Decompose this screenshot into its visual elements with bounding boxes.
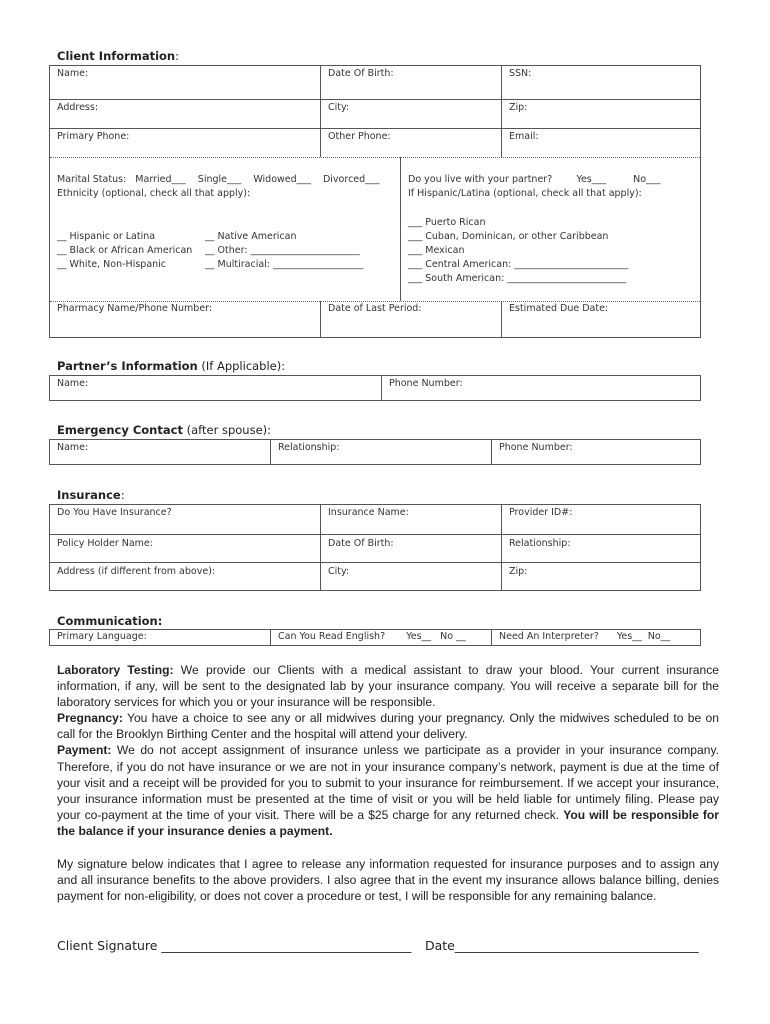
policy-holder-field[interactable]: Policy Holder Name: [57,538,153,549]
partner-info-table [49,375,701,401]
date-line[interactable]: Date_______________________________________ [425,938,699,953]
client-name-field[interactable]: Name: [57,68,89,79]
client-info-table [49,65,701,338]
emergency-contact-title: Emergency Contact (after spouse): [57,423,271,437]
insurance-table [49,504,701,591]
hispanic-option[interactable]: ___ South American: _________________________ [408,273,627,284]
agreement-paragraph: My signature below indicates that I agree to release any information requested for insurance purposes and to assign any and all insurance benefits to the above providers. I also agree that in the event my insurance allows balance billing, denies payment for non-eligibility, or does not cover a procedure or test, I will be responsible for any remaining balance. [57,857,719,904]
partner-phone-field[interactable]: Phone Number: [389,378,463,389]
partner-info-title: Partner’s Information (If Applicable): [57,359,286,373]
insurance-city-field[interactable]: City: [328,566,350,577]
last-period-field[interactable]: Date of Last Period: [328,303,422,314]
client-primary-phone-field[interactable]: Primary Phone: [57,131,130,142]
pregnancy-paragraph: Pregnancy: You have a choice to see any or all midwives during your pregnancy. Only the midwives scheduled to be on call for the Brooklyn Birthing Center and the hospital will attend your delivery. [57,711,719,742]
hispanic-option[interactable]: ___ Central American: ________________________ [408,259,629,270]
ethnicity-option[interactable]: __ Black or African American [57,245,193,256]
laboratory-paragraph: Laboratory Testing: We provide our Clients with a medical assistant to draw your blood. Your current insurance information, if any, will be sent to the designated lab by your insurance company. You will receive a separate bill for the laboratory services for which you or your insurance will be responsible. [57,663,719,710]
ethnicity-option[interactable]: __ Hispanic or Latina [57,231,156,242]
emergency-name-field[interactable]: Name: [57,442,89,453]
ethnicity-label: Ethnicity (optional, check all that apply): [57,188,251,199]
due-date-field[interactable]: Estimated Due Date: [509,303,609,314]
ethnicity-option[interactable]: __ Native American [205,231,297,242]
client-ssn-field[interactable]: SSN: [509,68,532,79]
emergency-relationship-field[interactable]: Relationship: [278,442,340,453]
insurance-title: Insurance: [57,488,125,502]
hispanic-option[interactable]: ___ Mexican [408,245,465,256]
interpreter-field[interactable]: Need An Interpreter? Yes__ No__ [499,631,671,642]
ethnicity-option[interactable]: __ Multiracial: ___________________ [205,259,364,270]
live-with-partner-field[interactable]: Do you live with your partner? Yes___ No___ [408,174,661,185]
provider-id-field[interactable]: Provider ID#: [509,507,573,518]
client-email-field[interactable]: Email: [509,131,539,142]
hispanic-label: If Hispanic/Latina (optional, check all that apply): [408,188,642,199]
ethnicity-option[interactable]: __ Other: _______________________ [205,245,360,256]
emergency-phone-field[interactable]: Phone Number: [499,442,573,453]
client-address-field[interactable]: Address: [57,102,99,113]
policy-text [57,662,719,839]
hispanic-option[interactable]: ___ Cuban, Dominican, or other Caribbean [408,231,609,242]
pharmacy-field[interactable]: Pharmacy Name/Phone Number: [57,303,213,314]
payment-paragraph: Payment: We do not accept assignment of insurance unless we participate as a provider in your insurance company. Therefore, if you do not have insurance or we are not in your insurance company’s network, payment is due at the time of your visit and a receipt will be provided for you to submit to your insurance for reimbursement. If we accept your insurance, your insurance information must be presented at the time of visit or you will be held liable for untimely filing. Please pay your co-payment at the time of your visit. There will be a $25 charge for any returned check. You will be responsible for the balance if your insurance denies a payment. [57,743,719,838]
marital-status-field[interactable]: Marital Status: Married___ Single___ Widowed___ Divorced___ [57,174,380,185]
communication-table [49,629,701,646]
client-signature-line[interactable]: Client Signature ________________________________________ [57,938,412,953]
holder-relationship-field[interactable]: Relationship: [509,538,571,549]
client-city-field[interactable]: City: [328,102,350,113]
insurance-zip-field[interactable]: Zip: [509,566,528,577]
has-insurance-field[interactable]: Do You Have Insurance? [57,507,172,518]
communication-title: Communication: [57,614,163,628]
client-dob-field[interactable]: Date Of Birth: [328,68,394,79]
insurance-address-field[interactable]: Address (if different from above): [57,566,216,577]
emergency-contact-table [49,439,701,465]
insurance-name-field[interactable]: Insurance Name: [328,507,409,518]
client-zip-field[interactable]: Zip: [509,102,528,113]
holder-dob-field[interactable]: Date Of Birth: [328,538,394,549]
primary-language-field[interactable]: Primary Language: [57,631,147,642]
hispanic-option[interactable]: ___ Puerto Rican [408,217,486,228]
ethnicity-option[interactable]: __ White, Non-Hispanic [57,259,167,270]
client-other-phone-field[interactable]: Other Phone: [328,131,391,142]
client-info-title: Client Information: [57,49,179,63]
partner-name-field[interactable]: Name: [57,378,89,389]
read-english-field[interactable]: Can You Read English? Yes__ No __ [278,631,466,642]
